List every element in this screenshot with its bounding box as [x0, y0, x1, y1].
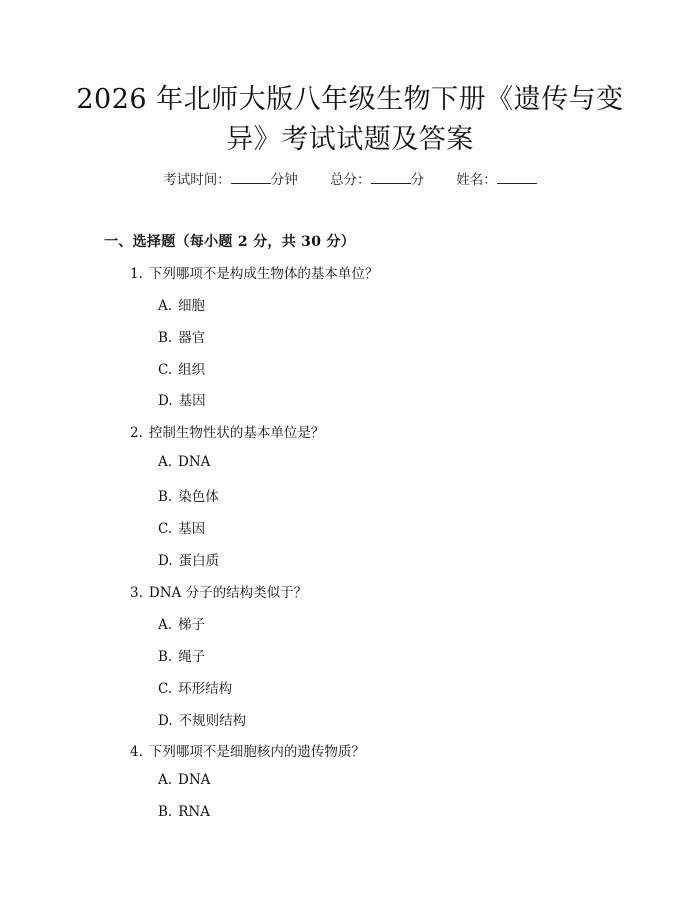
question-4 [130, 740, 365, 760]
option-3c[interactable] [158, 677, 232, 697]
option-letter: A. [158, 772, 173, 788]
option-letter: B. [158, 649, 173, 665]
option-letter: B. [158, 489, 173, 505]
time-unit: 分钟 [270, 172, 298, 188]
question-number: 3. [130, 585, 143, 601]
option-letter: C. [158, 362, 173, 378]
option-letter: A. [158, 617, 173, 633]
score-label: 总分： [330, 172, 371, 188]
question-text: 控制生物性状的基本单位是？ [148, 425, 325, 441]
option-letter: B. [158, 330, 173, 346]
exam-title [60, 80, 640, 160]
option-letter: D. [158, 393, 173, 409]
option-text: DNA [178, 772, 211, 788]
title-line-2: 异》考试试题及答案 [226, 124, 474, 155]
time-label: 考试时间： [163, 172, 231, 188]
option-text: 器官 [178, 330, 206, 346]
option-1d[interactable] [158, 389, 206, 409]
question-text: 下列哪项不是构成生物体的基本单位？ [148, 266, 379, 282]
question-3 [130, 581, 307, 601]
exam-time [163, 168, 298, 188]
score-unit: 分 [410, 172, 424, 188]
option-letter: D. [158, 713, 173, 729]
option-letter: B. [158, 804, 173, 820]
exam-meta [0, 168, 700, 188]
option-1a[interactable] [158, 294, 205, 314]
option-text: 不规则结构 [178, 713, 247, 729]
option-2d[interactable] [158, 549, 219, 569]
option-3b[interactable] [158, 645, 205, 665]
question-number: 2. [130, 425, 143, 441]
option-text: 组织 [178, 362, 206, 378]
option-3a[interactable] [158, 613, 205, 633]
option-letter: A. [158, 454, 173, 470]
option-letter: C. [158, 681, 173, 697]
option-text: DNA [178, 454, 211, 470]
option-2c[interactable] [158, 517, 205, 537]
option-text: 绳子 [178, 649, 206, 665]
option-4a[interactable] [158, 772, 210, 788]
option-text: 基因 [178, 521, 206, 537]
question-number: 1. [130, 266, 143, 282]
title-line-1: 2026 年北师大版八年级生物下册《遗传与变 [76, 84, 624, 115]
option-letter: D. [158, 553, 173, 569]
option-4b[interactable] [158, 804, 210, 820]
question-1 [130, 262, 378, 282]
question-2 [130, 421, 324, 441]
option-letter: C. [158, 521, 173, 537]
name-label: 姓名： [456, 172, 497, 188]
option-3d[interactable] [158, 709, 246, 729]
option-1c[interactable] [158, 358, 205, 378]
question-text: 下列哪项不是细胞核内的遗传物质？ [148, 744, 365, 760]
option-text: RNA [178, 804, 210, 820]
question-number: 4. [130, 744, 143, 760]
option-text: 蛋白质 [178, 553, 220, 569]
option-2a[interactable] [158, 454, 210, 470]
option-2b[interactable] [158, 485, 219, 505]
option-1b[interactable] [158, 326, 205, 346]
section-heading: 一、选择题（每小题 2 分，共 30 分） [104, 234, 356, 250]
option-text: 染色体 [178, 489, 219, 505]
time-blank[interactable] [231, 171, 271, 184]
option-letter: A. [158, 298, 173, 314]
exam-score [330, 168, 424, 188]
score-blank[interactable] [371, 171, 411, 184]
student-name [456, 168, 537, 188]
option-text: 环形结构 [178, 681, 233, 697]
question-text: DNA 分子的结构类似于？ [148, 585, 308, 601]
name-blank[interactable] [497, 171, 537, 184]
option-text: 梯子 [178, 617, 206, 633]
option-text: 基因 [178, 393, 206, 409]
option-text: 细胞 [178, 298, 206, 314]
